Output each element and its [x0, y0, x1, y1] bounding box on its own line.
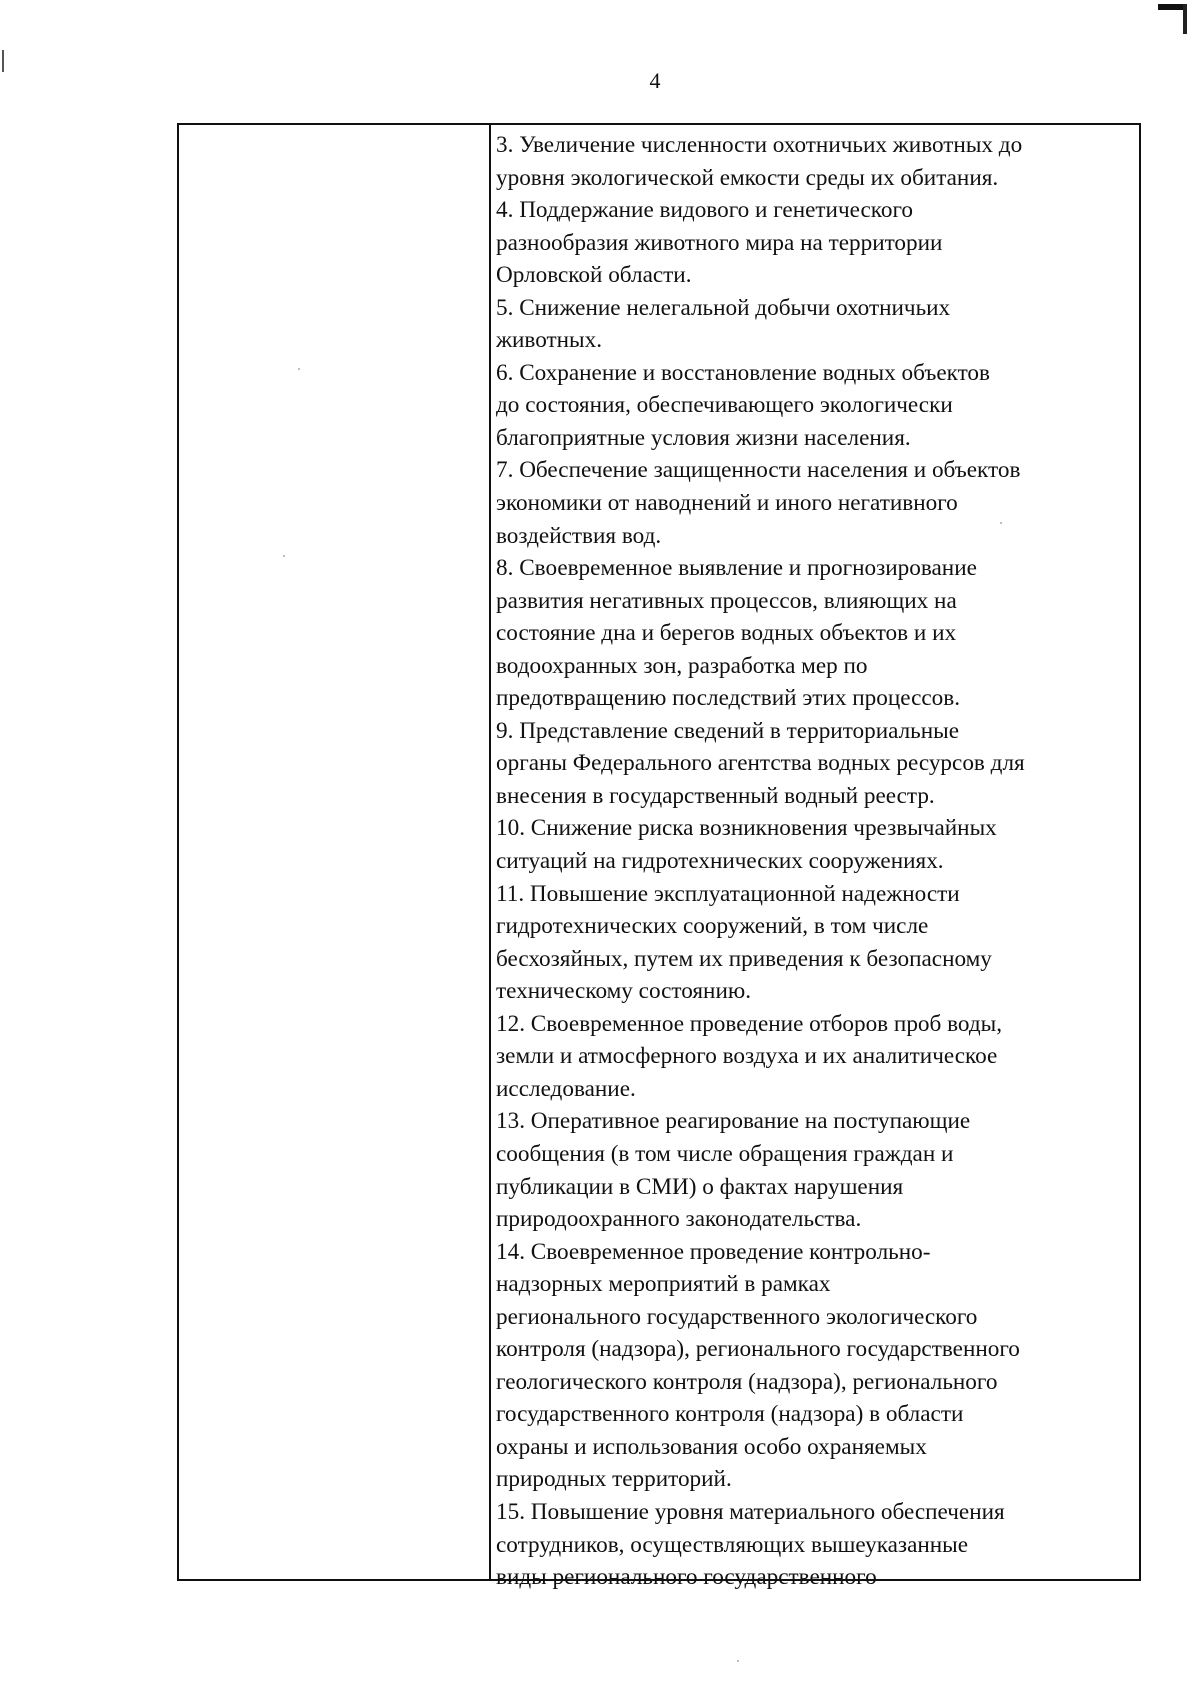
- text-line: разнообразия животного мира на территории: [496, 229, 943, 256]
- text-line: Орловской области.: [496, 262, 692, 289]
- text-line: водоохранных зон, разработка мер по: [496, 652, 868, 679]
- text-line: благоприятные условия жизни населения.: [496, 424, 911, 451]
- table-cell-left: [179, 125, 489, 1579]
- text-line: 15. Повышение уровня материального обеспечения: [496, 1498, 1005, 1525]
- text-line: природоохранного законодательства.: [496, 1206, 862, 1233]
- text-line: органы Федерального агентства водных ресурсов для: [496, 750, 1025, 777]
- text-line: надзорных мероприятий в рамках: [496, 1271, 831, 1298]
- text-line: охраны и использования особо охраняемых: [496, 1433, 927, 1460]
- text-line: 11. Повышение эксплуатационной надежности: [496, 880, 960, 907]
- text-line: сотрудников, осуществляющих вышеуказанные: [496, 1531, 969, 1558]
- text-line: геологического контроля (надзора), регионального: [496, 1368, 998, 1395]
- text-line: развития негативных процессов, влияющих на: [496, 587, 957, 614]
- scan-edge-mark: [1158, 4, 1184, 10]
- table-cell-goals: [491, 125, 1139, 1591]
- text-line: 6. Сохранение и восстановление водных объектов: [496, 359, 990, 386]
- text-line: 14. Своевременное проведение контрольно-: [496, 1238, 931, 1265]
- text-line: уровня экологической емкости среды их обитания.: [496, 164, 999, 191]
- text-line: сообщения (в том числе обращения граждан и: [496, 1140, 954, 1167]
- text-line: состояние дна и берегов водных объектов и их: [496, 620, 957, 647]
- scan-speck: [737, 1660, 739, 1662]
- text-line: контроля (надзора), регионального государственного: [496, 1336, 1020, 1363]
- scan-edge-mark: [1183, 4, 1187, 34]
- text-line: 4. Поддержание видового и генетического: [496, 197, 913, 224]
- page-number: 4: [649, 68, 661, 93]
- text-line: предотвращению последствий этих процессов.: [496, 685, 961, 712]
- text-line: внесения в государственный водный реестр.: [496, 782, 935, 809]
- text-line: 7. Обеспечение защищенности населения и объектов: [496, 457, 1021, 484]
- text-line: 12. Своевременное проведение отборов проб воды,: [496, 1010, 1003, 1037]
- text-line: 8. Своевременное выявление и прогнозирование: [496, 555, 977, 582]
- text-line: 5. Снижение нелегальной добычи охотничьих: [496, 294, 951, 321]
- text-line: воздействия вод.: [496, 522, 662, 549]
- text-line: бесхозяйных, путем их приведения к безопасному: [496, 945, 992, 972]
- text-line: экономики от наводнений и иного негативного: [496, 490, 958, 517]
- text-line: исследование.: [496, 1075, 636, 1102]
- text-line: публикации в СМИ) о фактах нарушения: [496, 1173, 904, 1200]
- text-line: животных.: [496, 327, 603, 354]
- text-line: виды регионального государственного: [496, 1564, 877, 1591]
- text-line: 13. Оперативное реагирование на поступающие: [496, 1108, 971, 1135]
- text-line: регионального государственного экологического: [496, 1303, 978, 1330]
- text-line: 10. Снижение риска возникновения чрезвычайных: [496, 815, 997, 842]
- document-table: [177, 123, 1141, 1591]
- text-line: природных территорий.: [496, 1466, 732, 1493]
- text-line: земли и атмосферного воздуха и их аналитическое: [496, 1043, 998, 1070]
- text-line: до состояния, обеспечивающего экологически: [496, 392, 953, 419]
- text-line: гидротехнических сооружений, в том числе: [496, 913, 929, 940]
- text-line: государственного контроля (надзора) в области: [496, 1401, 964, 1428]
- text-line: техническому состоянию.: [496, 978, 751, 1005]
- text-line: ситуаций на гидротехнических сооружениях.: [496, 848, 944, 875]
- text-line: 9. Представление сведений в территориальные: [496, 717, 960, 744]
- text-line: 3. Увеличение численности охотничьих животных до: [496, 132, 1023, 158]
